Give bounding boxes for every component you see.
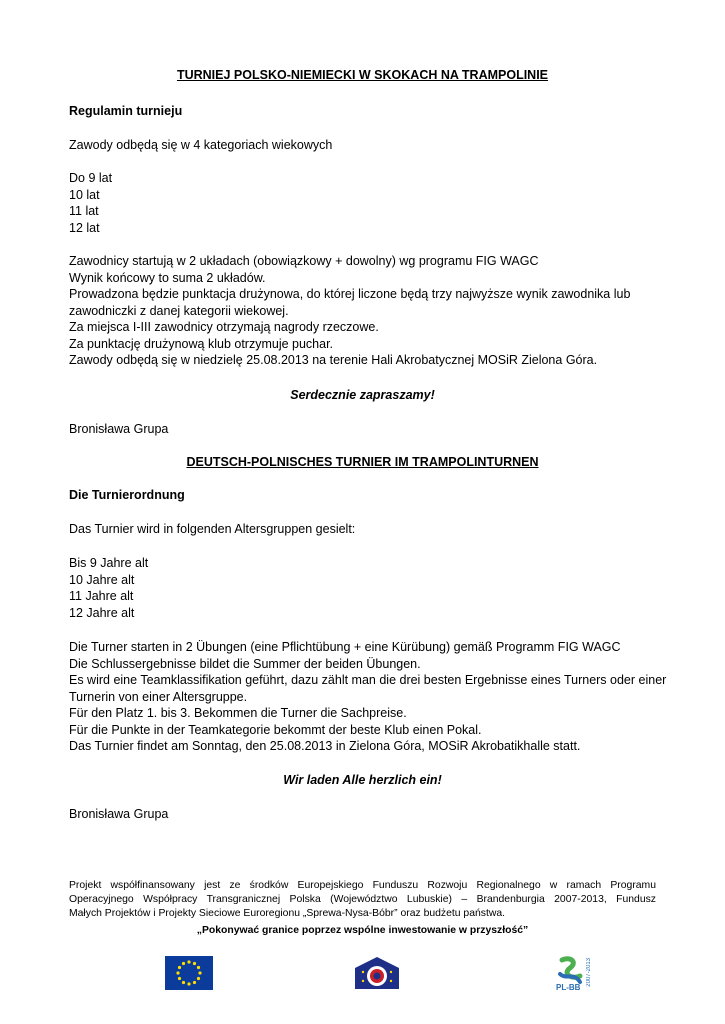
pl-bb-label: PL-BB — [556, 983, 581, 992]
de-heading: Die Turnierordnung — [69, 488, 185, 502]
pl-category: 11 lat — [69, 204, 99, 218]
de-title: DEUTSCH-POLNISCHES TURNIER IM TRAMPOLINTURNEN — [186, 455, 539, 469]
euroregion-logo — [354, 956, 400, 990]
de-invitation: Wir laden Alle herzlich ein! — [283, 773, 442, 787]
de-category: 10 Jahre alt — [69, 572, 135, 587]
de-category: 12 Jahre alt — [69, 605, 135, 620]
pl-rule-line: Zawody odbędą się w niedzielę 25.08.2013 na terenie Hali Akrobatycznej MOSiR Zielona Góra. — [69, 353, 598, 367]
de-intro: Das Turnier wird in folgenden Altersgruppen gesielt: — [69, 522, 356, 536]
pl-bb-years: 2007-2013 — [586, 958, 592, 987]
de-rule-line: Für den Platz 1. bis 3. Bekommen die Turner die Sachpreise. — [69, 706, 407, 720]
pl-rule-line: zawodniczki z danej kategorii wiekowej. — [69, 303, 289, 318]
funding-line: Operacyjnego Współpracy Transgranicznej Polska (Województwo Lubuskie) – Brandenburgia 2007-2013, Fundusz — [69, 894, 656, 905]
de-rule-line: Die Schlussergebnisse bildet die Summer der beiden Übungen. — [69, 656, 421, 671]
pl-invitation: Serdecznie zapraszamy! — [290, 388, 435, 402]
de-rules — [69, 639, 667, 755]
pl-rules — [69, 253, 661, 369]
funding-motto: „Pokonywać granice poprzez wspólne inwestowanie w przyszłość” — [196, 925, 529, 936]
pl-bb-logo — [556, 956, 594, 996]
de-signature: Bronisława Grupa — [69, 807, 169, 821]
de-category: Bis 9 Jahre alt — [69, 556, 149, 570]
de-rule-line: Für die Punkte in der Teamkategorie bekommt der beste Klub einen Pokal. — [69, 722, 482, 737]
pl-signature: Bronisława Grupa — [69, 422, 169, 436]
de-rule-line: Die Turner starten in 2 Übungen (eine Pflichtübung + eine Kürübung) gemäß Programm FIG WAGC — [69, 640, 621, 654]
funding-line: Małych Projektów i Projekty Sieciowe Euroregionu „Sprewa-Nysa-Bóbr” oraz budżetu państwa. — [69, 908, 506, 919]
de-rule-line: Das Turnier findet am Sonntag, den 25.08.2013 in Zielona Góra, MOSiR Akrobatikhalle statt. — [69, 739, 581, 753]
pl-rule-line: Zawodnicy startują w 2 układach (obowiązkowy + dowolny) wg programu FIG WAGC — [69, 254, 539, 268]
pl-rule-line: Wynik końcowy to suma 2 układów. — [69, 270, 266, 285]
de-rule-line: Es wird eine Teamklassifikation geführt, dazu zählt man die drei besten Ergebnisse eines Turners oder einer — [69, 673, 667, 687]
pl-category: 12 lat — [69, 220, 100, 235]
pl-intro: Zawody odbędą się w 4 kategoriach wiekowych — [69, 138, 333, 152]
pl-category: Do 9 lat — [69, 171, 113, 185]
pl-rule-line: Za punktację drużynową klub otrzymuje puchar. — [69, 336, 334, 351]
funding-line: Projekt współfinansowany jest ze środków Europejskiego Funduszu Rozwoju Regionalnego w ramach Programu — [69, 880, 656, 891]
eu-flag-logo — [165, 956, 213, 990]
pl-title: TURNIEJ POLSKO-NIEMIECKI W SKOKACH NA TRAMPOLINIE — [176, 68, 549, 82]
funding-statement — [69, 879, 656, 921]
pl-category-list — [69, 170, 661, 236]
pl-category: 10 lat — [69, 187, 100, 202]
pl-rule-line: Prowadzona będzie punktacja drużynowa, do której liczone będą trzy najwyższe wynik zawodnika lub — [69, 287, 631, 301]
de-category-list — [69, 555, 661, 621]
pl-heading: Regulamin turnieju — [69, 104, 183, 118]
pl-rule-line: Za miejsca I-III zawodnicy otrzymają nagrody rzeczowe. — [69, 320, 379, 334]
de-category: 11 Jahre alt — [69, 589, 134, 603]
de-rule-line: Turnerin von einer Altersgruppe. — [69, 689, 248, 704]
